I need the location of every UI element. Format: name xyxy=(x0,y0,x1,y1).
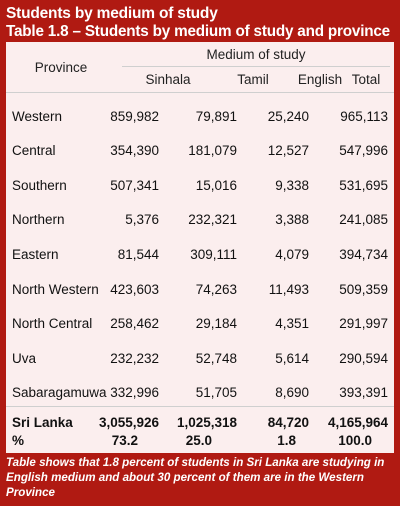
header-divider xyxy=(6,92,394,93)
tamil-cell: 74,263 xyxy=(195,281,237,297)
tamil-cell: 232,321 xyxy=(188,212,237,228)
column-header-english: English xyxy=(297,72,343,87)
footnote: Table shows that 1.8 percent of students in Sri Lanka are studying in English medium and about 30 percent of them are in the Western Province xyxy=(6,456,385,499)
sinhala-cell: 5,376 xyxy=(125,212,159,228)
province-cell: Eastern xyxy=(12,246,59,262)
province-cell: Western xyxy=(12,108,63,124)
table-row xyxy=(6,98,394,134)
table-row xyxy=(6,340,394,376)
table-row xyxy=(6,306,394,342)
sinhala-cell: 81,544 xyxy=(117,246,159,262)
table-row xyxy=(6,167,394,203)
medium-group-header: Medium of study xyxy=(122,42,390,67)
column-header-total: Total xyxy=(351,72,381,87)
english-cell: 5,614 xyxy=(275,350,309,366)
table-row xyxy=(6,236,394,272)
table-row xyxy=(6,133,394,169)
table-title: Table 1.8 – Students by medium of study and province xyxy=(6,23,390,40)
percent-row xyxy=(6,433,394,451)
tamil-cell: 51,705 xyxy=(195,385,237,401)
column-header-sinhala: Sinhala xyxy=(145,72,191,87)
total-cell: 547,996 xyxy=(339,143,388,159)
province-column-header: Province xyxy=(34,59,88,75)
tamil-cell: 181,079 xyxy=(188,143,237,159)
table-row xyxy=(6,271,394,307)
data-table xyxy=(6,42,394,453)
table-row xyxy=(6,202,394,238)
english-cell: 9,338 xyxy=(275,177,309,193)
total-total: 4,165,964 xyxy=(327,415,388,430)
total-english: 84,720 xyxy=(267,415,309,430)
total-cell: 394,734 xyxy=(339,246,388,262)
english-cell: 4,351 xyxy=(275,316,309,332)
percent-tamil: 25.0 xyxy=(185,433,212,448)
total-cell: 393,391 xyxy=(339,385,388,401)
province-cell: Northern xyxy=(12,212,65,228)
sinhala-cell: 507,341 xyxy=(110,177,159,193)
sinhala-cell: 332,996 xyxy=(110,385,159,401)
percent-sinhala: 73.2 xyxy=(111,433,138,448)
sinhala-cell: 232,232 xyxy=(110,350,159,366)
sinhala-cell: 258,462 xyxy=(110,316,159,332)
english-cell: 8,690 xyxy=(275,385,309,401)
total-cell: 965,113 xyxy=(340,108,388,124)
english-cell: 11,493 xyxy=(268,281,309,297)
tamil-cell: 29,184 xyxy=(195,316,237,332)
page-title: Students by medium of study xyxy=(6,5,218,22)
column-header-tamil: Tamil xyxy=(237,72,269,87)
percent-label: % xyxy=(12,433,25,448)
tamil-cell: 79,891 xyxy=(195,108,237,124)
total-cell: 291,997 xyxy=(339,316,388,332)
sinhala-cell: 423,603 xyxy=(110,281,159,297)
province-cell: Sabaragamuwa xyxy=(12,385,107,401)
total-row xyxy=(6,415,394,433)
tamil-cell: 52,748 xyxy=(195,350,237,366)
tamil-cell: 309,111 xyxy=(190,246,237,262)
english-cell: 12,527 xyxy=(267,143,309,159)
total-cell: 509,359 xyxy=(339,281,388,297)
province-cell: Southern xyxy=(12,177,67,193)
tamil-cell: 15,016 xyxy=(195,177,237,193)
total-tamil: 1,025,318 xyxy=(176,415,237,430)
total-cell: 531,695 xyxy=(339,177,388,193)
sinhala-cell: 354,390 xyxy=(110,143,159,159)
total-cell: 241,085 xyxy=(339,212,388,228)
province-cell: North Central xyxy=(12,316,93,332)
total-cell: 290,594 xyxy=(339,350,388,366)
total-sinhala: 3,055,926 xyxy=(98,415,159,430)
english-cell: 3,388 xyxy=(275,212,309,228)
percent-english: 1.8 xyxy=(277,433,296,448)
province-cell: North Western xyxy=(12,281,99,297)
total-divider xyxy=(6,406,394,407)
english-cell: 4,079 xyxy=(275,246,309,262)
english-cell: 25,240 xyxy=(267,108,309,124)
province-cell: Central xyxy=(12,143,56,159)
total-label: Sri Lanka xyxy=(12,415,73,430)
table-header xyxy=(6,42,394,92)
sinhala-cell: 859,982 xyxy=(110,108,159,124)
province-cell: Uva xyxy=(12,350,37,366)
percent-total: 100.0 xyxy=(338,433,372,448)
